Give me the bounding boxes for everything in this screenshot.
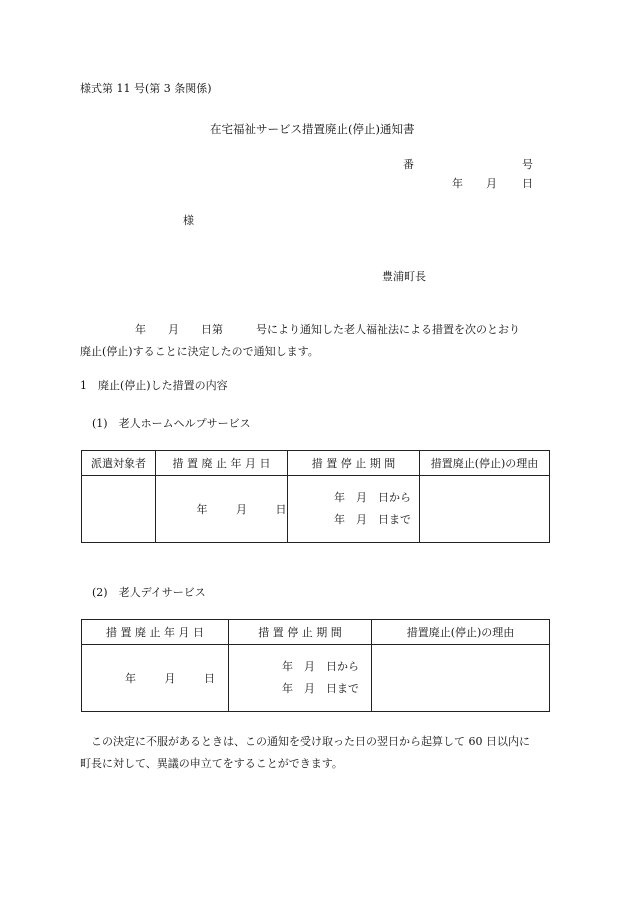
footer-paragraph (80, 731, 550, 775)
period-to: 年 月 日まで (282, 682, 359, 695)
date-year: 年 (125, 672, 136, 685)
date-month: 月 (164, 672, 176, 685)
header-cell: 措 置 廃 止 年 月 日 (82, 620, 229, 645)
suspension-period-cell (288, 476, 420, 543)
table-home-help (81, 450, 550, 543)
subsection-1-heading: (1) 老人ホームヘルプサービス (92, 417, 251, 430)
header-cell: 派遣対象者 (82, 451, 156, 476)
footer-line-1: この決定に不服があるときは、この通知を受け取った日の翌日から起算して 60 日以内に (91, 735, 530, 748)
abolish-date-cell (82, 645, 229, 712)
table-row (82, 476, 550, 543)
number-ban: 番 (403, 158, 414, 171)
table-row (82, 645, 550, 712)
period-from: 年 月 日から (334, 491, 411, 504)
issuer: 豊浦町長 (382, 270, 426, 283)
header-cell: 措 置 停 止 期 間 (288, 451, 420, 476)
reason-cell (372, 645, 550, 712)
table-header-row (82, 620, 550, 645)
date-day: 日 (522, 177, 533, 190)
date-year: 年 (196, 503, 208, 516)
target-person-cell (82, 476, 156, 543)
period-to: 年 月 日まで (334, 513, 411, 526)
date-year: 年 (452, 177, 463, 190)
header-cell: 措置廃止(停止)の理由 (372, 620, 550, 645)
header-cell: 措 置 停 止 期 間 (229, 620, 372, 645)
reason-cell (420, 476, 550, 543)
body-paragraph (80, 319, 550, 363)
suspension-period-cell (229, 645, 372, 712)
section-1-heading: 1 廃止(停止)した措置の内容 (80, 379, 228, 392)
document-title: 在宅福祉サービス措置廃止(停止)通知書 (210, 122, 415, 136)
table-header-row (82, 451, 550, 476)
date-month: 月 (486, 177, 497, 190)
header-cell: 措 置 廃 止 年 月 日 (156, 451, 288, 476)
table-day-service (81, 619, 550, 712)
abolish-date-cell (156, 476, 288, 543)
date-day: 日 (204, 672, 215, 685)
addressee-suffix: 様 (183, 214, 194, 227)
period-from: 年 月 日から (282, 660, 359, 673)
subsection-2-heading: (2) 老人デイサービス (92, 586, 206, 599)
header-cell: 措置廃止(停止)の理由 (420, 451, 550, 476)
footer-line-2: 町長に対して、異議の申立てをすることができます。 (80, 757, 343, 770)
body-line-2: 廃止(停止)することに決定したので通知します。 (80, 345, 319, 358)
number-gou: 号 (522, 158, 533, 171)
date-day: 日 (275, 503, 287, 516)
body-line-1: 年 月 日第 号により通知した老人福祉法による措置を次のとおり (135, 323, 520, 336)
date-month: 月 (236, 503, 247, 516)
form-label: 様式第 11 号(第 3 条関係) (80, 82, 212, 95)
